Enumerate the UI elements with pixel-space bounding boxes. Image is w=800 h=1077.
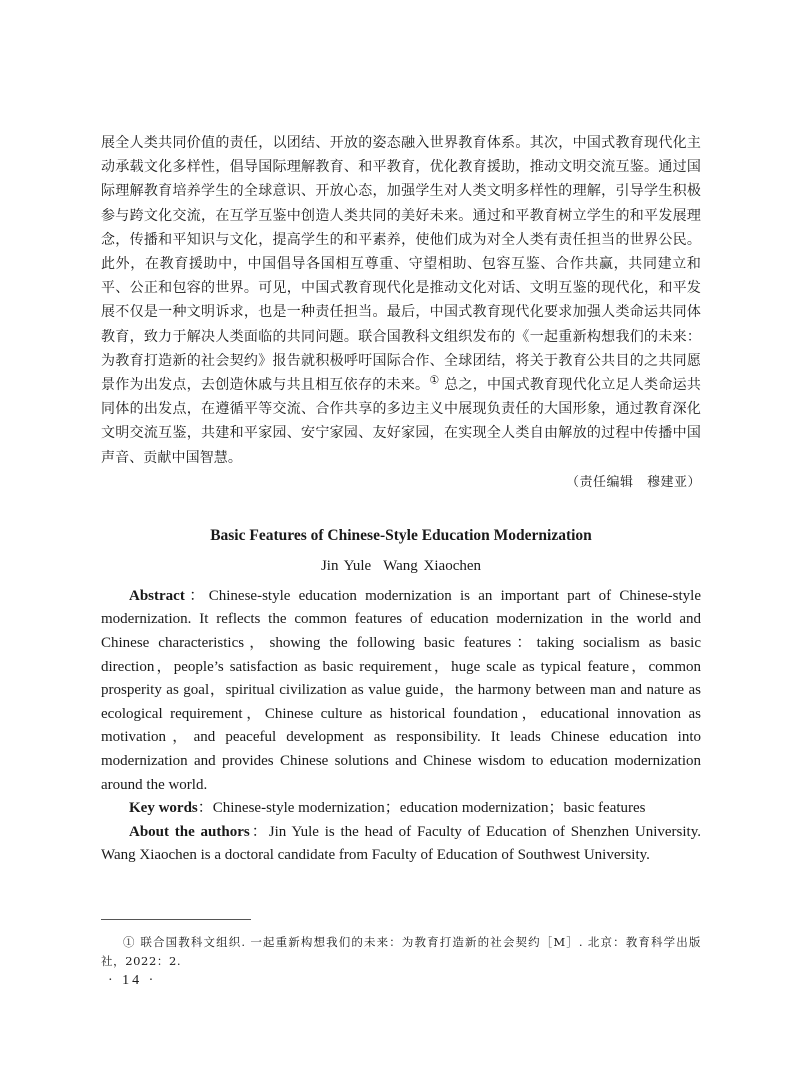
keywords-label: Key words xyxy=(129,800,198,817)
about-authors-paragraph xyxy=(101,821,701,868)
chinese-paragraph-tail: 总之，中国式教育现代化立足人类命运共同体的出发点，在遵循平等交流、合作共享的多边主义中展现负责任的大国形象，通过教育深化文明交流互鉴，共建和平家园、安宁家园、友好家园，在实现全人类自由解放的过程中传播中国声音、贡献中国智慧。 xyxy=(101,377,701,466)
about-authors-text: ：Jin Yule is the head of Faculty of Education of Shenzhen University. Wang Xiaochen is a doctoral candidate from Faculty of Education of Southwest University. xyxy=(101,823,701,864)
chinese-paragraph-main: 展全人类共同价值的责任，以团结、开放的姿态融入世界教育体系。其次，中国式教育现代化主动承载文化多样性，倡导国际理解教育、和平教育，优化教育援助，推动文明交流互鉴。通过国际理解教育培养学生的全球意识、开放心态，加强学生对人类文明多样性的理解，引导学生积极参与跨文化交流，在互学互鉴中创造人类共同的美好未来。通过和平教育树立学生的和平发展理念，传播和平知识与文化，提高学生的和平素养，使他们成为对全人类有责任担当的世界公民。此外，在教育援助中，中国倡导各国相互尊重、守望相助、包容互鉴、合作共赢，共同建立和平、公正和包容的世界。可见，中国式教育现代化是推动文化对话、文明互鉴的现代化，和平发展不仅是一种文明诉求，也是一种责任担当。最后，中国式教育现代化要求加强人类命运共同体教育，致力于解决人类面临的共同问题。联合国教科文组织发布的《一起重新构想我们的未来：为教育打造新的社会契约》报告就积极呼吁国际合作、全球团结，将关于教育公共目的之共同愿景作为出发点，去创造休戚与共且相互依存的未来。 xyxy=(101,135,701,394)
abstract-paragraph xyxy=(101,585,701,797)
footnote-reference[interactable]: ① xyxy=(429,373,440,387)
abstract-label: Abstract xyxy=(129,587,185,604)
abstract-text: ：Chinese-style education modernization is an important part of Chinese-style modernization. It reflects the common features of education modernization in the world and Chinese characteristics，showing the following basic features：taking socialism as basic direction，people’s satisfaction as basic requirement，huge scale as typical feature，common prosperity as goal，spiritual civilization as value guide，the harmony between man and nature as ecological requirement，Chinese culture as historical foundation，educational innovation as motivation，and peaceful development as responsibility. It leads Chinese education into modernization and provides Chinese solutions and Chinese wisdom to education modernization around the world. xyxy=(101,587,701,793)
page-content xyxy=(101,131,701,868)
english-authors xyxy=(101,555,701,577)
editor-note: （责任编辑 穆建亚） xyxy=(565,474,701,490)
about-authors-label: About the authors xyxy=(129,823,250,840)
english-title: Basic Features of Chinese-Style Education Modernization xyxy=(210,526,592,544)
keywords-text: ：Chinese-style modernization；education modernization；basic features xyxy=(197,800,646,817)
page-number: · 14 · xyxy=(108,973,157,988)
author-name: Jin Yule xyxy=(320,557,372,574)
keywords-paragraph xyxy=(101,797,701,821)
footnote: ① 联合国教科文组织. 一起重新构想我们的未来：为教育打造新的社会契约［M］. 北京：教育科学出版社，2022：2. xyxy=(101,935,701,968)
footnote-divider xyxy=(101,919,251,920)
chinese-body-paragraph xyxy=(101,131,701,470)
author-name: Wang Xiaochen xyxy=(383,557,482,574)
